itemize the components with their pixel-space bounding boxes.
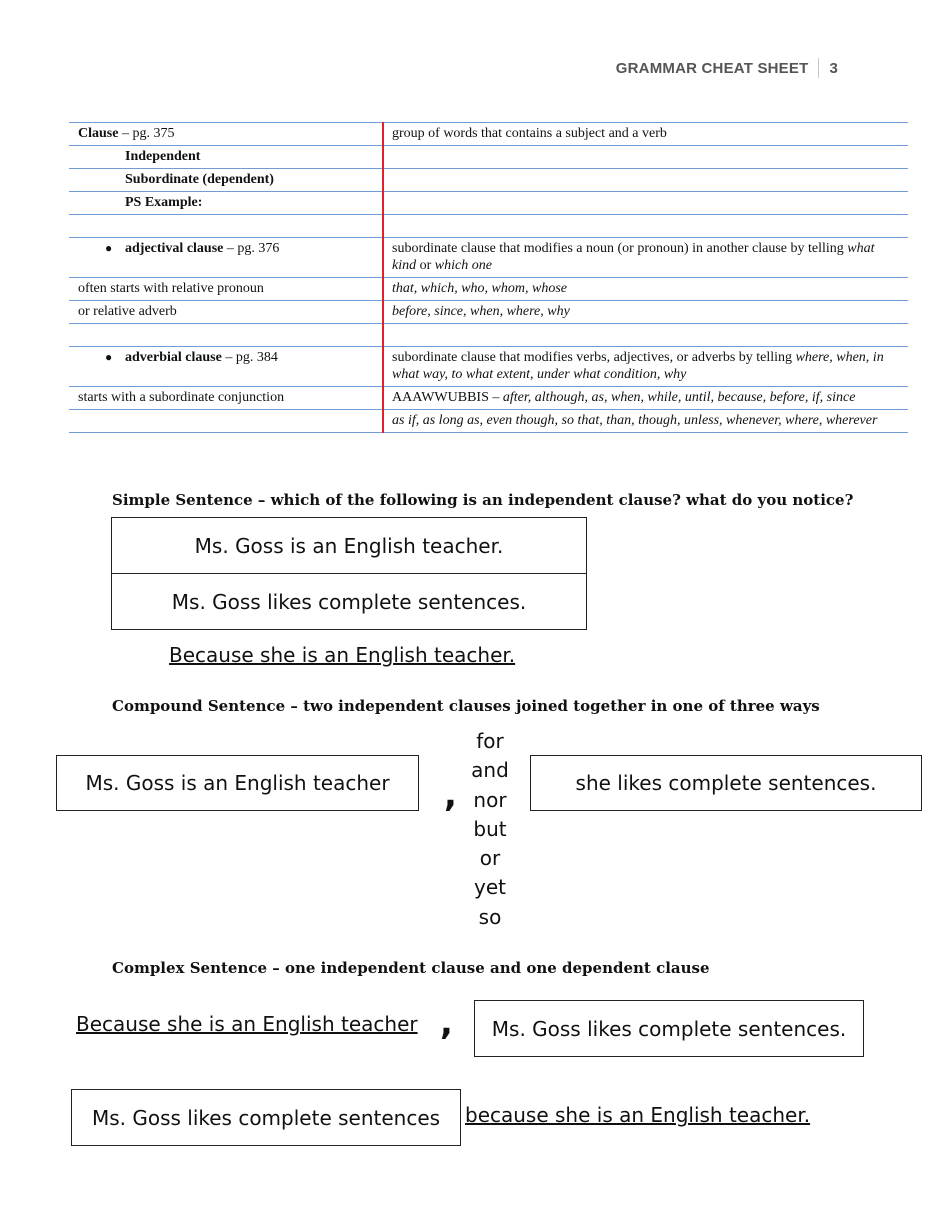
table-row [69,169,908,192]
table-row [69,278,908,301]
simple-dependent-example: Because she is an English teacher. [169,643,516,667]
acronym-text: AAAWWUBBIS – [392,390,503,405]
relative-pronoun-list: that, which, who, whom, whose [383,278,908,301]
definition-cell [383,146,908,169]
term-page: – pg. 376 [223,241,280,256]
term-page: – pg. 375 [118,126,175,141]
complex-dependent-1: Because she is an English teacher [76,1012,418,1036]
table-row [69,215,908,238]
definition-text: or [416,258,435,273]
definition-cell [383,169,908,192]
page-number: 3 [829,59,838,77]
term-cell [69,123,383,146]
complex-box-1: Ms. Goss likes complete sentences. [474,1000,864,1057]
compound-right-box: she likes complete sentences. [530,755,922,811]
compound-sentence-heading: Compound Sentence – two independent clauses joined together in one of three ways [112,697,820,715]
conjunction-nor: nor [473,787,507,812]
term-clause: Clause [78,126,119,141]
term-subordinate-conjunction: starts with a subordinate conjunction [69,387,383,410]
definition-italic: what kind [392,241,875,273]
term-cell [69,347,383,387]
definition-text: subordinate clause that modifies a noun (or pronoun) in another clause by telling [392,241,848,256]
page-header [616,58,838,78]
conjunction-so: so [478,904,502,929]
term-subordinate: Subordinate (dependent) [69,169,383,192]
header-divider [818,58,819,78]
definition-italic: which one [434,258,492,273]
term-ps-example: PS Example: [69,192,383,215]
bullet-icon: ● [105,241,113,255]
conjunction-list: after, although, as, when, while, until, because, before, if, since [502,390,856,405]
table-row [69,146,908,169]
table-row [69,324,908,347]
term-independent: Independent [69,146,383,169]
term-adjectival: adjectival clause [125,241,224,256]
compound-left-box: Ms. Goss is an English teacher [56,755,419,811]
simple-box-2: Ms. Goss likes complete sentences. [111,573,587,630]
definition-cell: group of words that contains a subject and a verb [383,123,908,146]
conjunction-but: but [473,816,507,841]
simple-sentence-heading: Simple Sentence – which of the following is an independent clause? what do you notice? [112,491,854,509]
definition-cell [383,215,908,238]
table-row [69,410,908,433]
table-row [69,387,908,410]
definition-cell [383,324,908,347]
definition-text: subordinate clause that modifies verbs, adjectives, or adverbs by telling [392,350,796,365]
definition-cell [383,238,908,278]
table-row [69,192,908,215]
header-title: GRAMMAR CHEAT SHEET [615,59,809,77]
fanboys-list [468,727,512,932]
term-cell [69,410,383,433]
term-page: – pg. 384 [221,350,278,365]
term-cell [69,324,383,347]
term-cell [69,215,383,238]
conjunction-or: or [479,846,501,871]
definition-italic: where, when, in what way, to what extent, under what condition, why [392,350,884,382]
conjunction-for: for [476,729,504,753]
table-row [69,123,908,146]
relative-adverb-list: before, since, when, where, why [383,301,908,324]
conjunction-and: and [471,758,509,783]
conjunction-yet: yet [474,875,506,900]
table-row [69,347,908,387]
term-cell [69,238,383,278]
table-row [69,238,908,278]
simple-box-1: Ms. Goss is an English teacher. [111,517,587,574]
complex-dependent-2: because she is an English teacher. [465,1103,811,1127]
complex-comma: , [440,1003,453,1043]
bullet-icon: ● [105,350,113,364]
compound-comma: , [444,775,457,815]
term-relative-pronoun: often starts with relative pronoun [69,278,383,301]
complex-sentence-heading: Complex Sentence – one independent clause and one dependent clause [112,959,710,977]
clause-table [69,122,908,433]
complex-box-2: Ms. Goss likes complete sentences [71,1089,461,1146]
term-relative-adverb: or relative adverb [69,301,383,324]
definition-cell [383,192,908,215]
term-adverbial: adverbial clause [125,350,222,365]
definition-cell [383,387,908,410]
table-row [69,301,908,324]
conjunction-list-more: as if, as long as, even though, so that, than, though, unless, whenever, where, wherever [383,410,908,433]
definition-cell [383,347,908,387]
